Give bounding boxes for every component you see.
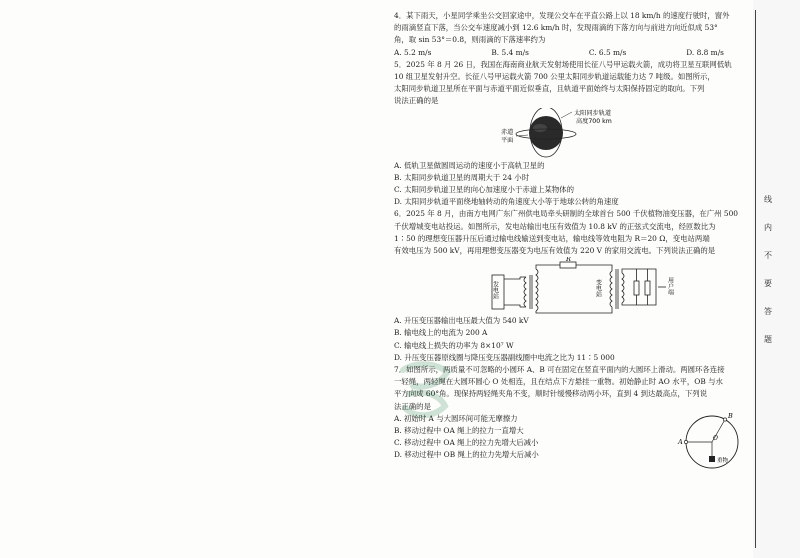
question-5-line: 说法正确的是 <box>394 96 439 106</box>
binding-notice <box>761 186 775 354</box>
question-4-line: 4．某下雨天，小星同学乘坐公交回家途中，发现公交车在平直公路上以 18 km/h 的速度行驶时，窗外 <box>394 11 730 20</box>
option-c[interactable]: C. 输电线上损失的功率为 8×10⁷ W <box>394 340 514 350</box>
equator-label: 赤道 <box>501 128 514 136</box>
option-b[interactable]: B. 太阳同步轨道卫星的周期大于 24 小时 <box>394 172 530 182</box>
question-4-options <box>394 47 724 59</box>
notice-char: 内 <box>764 223 772 232</box>
question-6 <box>394 208 746 364</box>
option-a[interactable]: A. 初始时 A 与大圆环间可能无摩擦力 <box>394 413 518 423</box>
question-4-line: 的雨滴竖直下落，当公交车速度减小到 12.6 km/h 时，发现雨滴的下落方向与前进方向近似成 53° <box>394 23 718 33</box>
question-7-line: 法正确的是 <box>394 401 431 411</box>
orbit-label: 太阳同步轨道 <box>574 109 612 117</box>
option-a[interactable]: A. 低轨卫星做圆周运动的速度小于高轨卫星的 <box>394 160 545 170</box>
orbit-figure <box>394 108 746 160</box>
resistor-label: R <box>566 257 571 264</box>
label-a: A <box>678 438 683 447</box>
option-d[interactable]: D. 8.8 m/s <box>686 47 724 57</box>
ring-figure <box>676 412 746 474</box>
earth-orbit-diagram <box>394 108 746 160</box>
option-c[interactable]: C. 太阳同步轨道卫星的向心加速度小于赤道上某物体的 <box>394 185 575 195</box>
question-7-line: 7．如图所示，两质量不可忽略的小圆环 A、B 可在固定在竖直平面内的大圆环上滑动。两圆环各连接 <box>394 365 725 375</box>
user-label: 用户端 <box>666 277 674 296</box>
circuit-figure <box>394 257 746 315</box>
equator-plane-label: 平面 <box>501 136 514 144</box>
notice-char: 答 <box>764 307 772 316</box>
notice-char: 不 <box>764 251 772 260</box>
binding-line <box>755 10 756 548</box>
notice-char: 要 <box>764 279 772 288</box>
option-d[interactable]: D. 升压变压器原线圈与降压变压器副线圈中电流之比为 11∶5 000 <box>394 352 615 362</box>
generator-label: 发电站 <box>491 281 499 300</box>
question-5-line: 太阳同步轨道卫星所在平面与赤道平面近似垂直，且轨道平面始终与太阳保持固定的取向。下列 <box>394 84 705 94</box>
question-5-line: 5．2025 年 8 月 26 日，我国在海南商业航天发射场使用长征八号甲运载火箭，成功将卫星互联网低轨 <box>394 59 732 69</box>
option-b[interactable]: B. 输电线上的电流为 200 A <box>394 328 488 338</box>
question-7 <box>394 364 746 465</box>
question-4 <box>394 10 746 59</box>
option-d[interactable]: D. 太阳同步轨道平面绕地轴转动的角速度大小等于地球公转的角速度 <box>394 197 619 207</box>
question-7-line: 平方向成 60°角。现保持两轻绳夹角不变，顺时针缓慢移动两小环，直到 4 到达最高点，下列说 <box>394 389 708 399</box>
question-6-line: 6．2025 年 8 月，由南方电网广东广州供电局牵头研制的全球首台 500 千伏植物油变压器，在广州 500 <box>394 209 738 219</box>
substation-label: 变电站 <box>594 279 602 298</box>
question-4-line: 角，取 sin 53°＝0.8，则雨滴的下落速率约为 <box>394 35 546 45</box>
weight-label: 重物 <box>717 458 729 465</box>
question-7-line: 一轻绳，两轻绳在大圆环圆心 O 处相连，且在结点下方悬挂一重物。初始静止时 AO 水平，OB 与水 <box>394 377 723 387</box>
question-5-line: 10 组卫星发射升空。长征八号甲运载火箭 700 公里太阳同步轨道运载能力达 7 吨级。如图所示， <box>394 72 715 82</box>
option-b[interactable]: B. 5.4 m/s <box>491 47 529 57</box>
label-b: B <box>728 412 733 421</box>
question-5 <box>394 59 746 209</box>
option-d[interactable]: D. 移动过程中 OB 绳上的拉力先增大后减小 <box>394 450 539 460</box>
notice-char: 线 <box>764 195 772 204</box>
option-a[interactable]: A. 5.2 m/s <box>394 47 432 57</box>
question-6-line: 有效电压为 500 kV，再用理想变压器变为电压有效值为 220 V 的家用交流电。下列说法正确的是 <box>394 246 716 256</box>
label-o: O <box>713 435 718 443</box>
notice-char: 题 <box>764 335 772 344</box>
transmission-circuit-diagram <box>394 257 746 315</box>
question-6-line: 1∶50 的理想变压器升压后通过输电线输送到变电站，输电线等效电阻为 R＝20 Ω，变电站两端 <box>394 233 710 243</box>
option-b[interactable]: B. 移动过程中 OA 绳上的拉力一直增大 <box>394 426 524 436</box>
altitude-label: 高度700 km <box>576 117 612 125</box>
question-6-line: 千伏增城变电站投运。如图所示，发电站输出电压有效值为 10.8 kV 的正弦式交流电，经匝数比为 <box>394 221 716 231</box>
option-c[interactable]: C. 6.5 m/s <box>588 47 627 57</box>
option-c[interactable]: C. 移动过程中 OA 绳上的拉力先增大后减小 <box>394 438 539 448</box>
option-a[interactable]: A. 升压变压器输出电压最大值为 540 kV <box>394 316 529 326</box>
question-column <box>394 10 746 465</box>
